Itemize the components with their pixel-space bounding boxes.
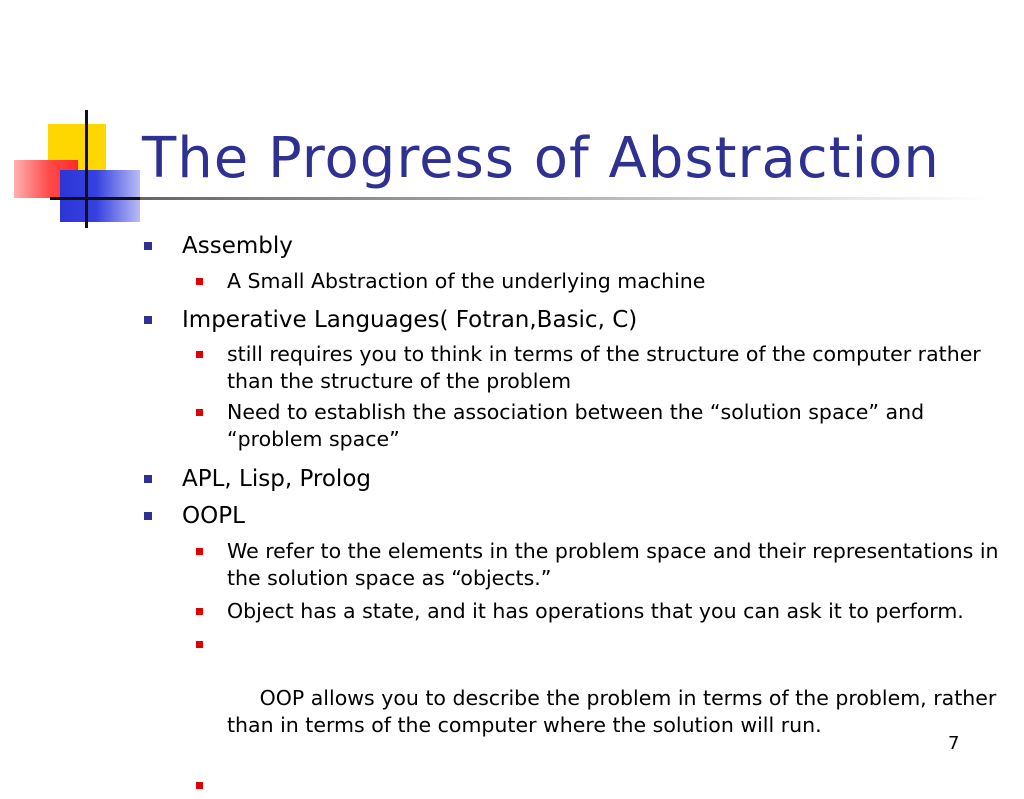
sub-bullet-text: A Small Abstraction of the underlying machine — [227, 269, 706, 293]
sub-bullet-text: Object has a state, and it has operations that you can ask it to perform. — [227, 599, 964, 623]
sub-bullet-marker — [196, 278, 203, 285]
sub-bullet-marker — [196, 641, 203, 648]
slide-title: The Progress of Abstraction — [142, 126, 940, 191]
sub-bullet-item — [142, 268, 1002, 295]
sub-bullet-item — [142, 341, 1002, 395]
sub-bullet-marker — [196, 548, 203, 555]
sub-bullet-text: We refer to the elements in the problem space and their representations in the solution space as “objects.” — [227, 539, 999, 590]
bullet-item — [142, 502, 1002, 531]
logo-horizontal-line — [50, 197, 140, 200]
bullet-marker — [144, 242, 152, 250]
bullet-item — [142, 465, 1002, 494]
bullet-text: Imperative Languages( Fotran,Basic, C) — [182, 307, 638, 333]
bullet-item — [142, 232, 1002, 261]
sub-bullet-item — [142, 631, 1002, 766]
bullet-marker — [144, 475, 152, 483]
slide-logo-decoration — [0, 0, 150, 240]
sub-bullet-text: Need to establish the association between the “solution space” and “problem space” — [227, 400, 925, 451]
sub-bullet-text: OOP allows you to describe the problem in terms of the problem, rather than in terms of the computer where the solution will run. — [227, 686, 1003, 737]
bullet-item — [142, 306, 1002, 335]
bullet-marker — [144, 512, 152, 520]
sub-bullet-item — [142, 538, 1002, 592]
sub-bullet-marker — [196, 409, 203, 416]
bullet-marker — [144, 316, 152, 324]
sub-bullet-text: still requires you to think in terms of the structure of the computer rather than the structure of the problem — [227, 342, 981, 393]
sub-bullet-item — [142, 598, 1002, 625]
logo-blue-square — [60, 170, 140, 222]
sub-bullet-item — [142, 772, 1002, 799]
sub-bullet-marker — [196, 608, 203, 615]
logo-vertical-line — [85, 110, 88, 228]
bullet-text: OOPL — [182, 503, 245, 529]
bullet-text: Assembly — [182, 233, 293, 259]
sub-bullet-marker — [196, 351, 203, 358]
sub-bullet-item — [142, 399, 1002, 453]
page-number: 7 — [948, 733, 960, 754]
bullet-text: APL, Lisp, Prolog — [182, 466, 371, 492]
title-underline — [50, 197, 990, 200]
slide-content — [142, 232, 1002, 799]
sub-bullet-marker — [196, 782, 203, 789]
